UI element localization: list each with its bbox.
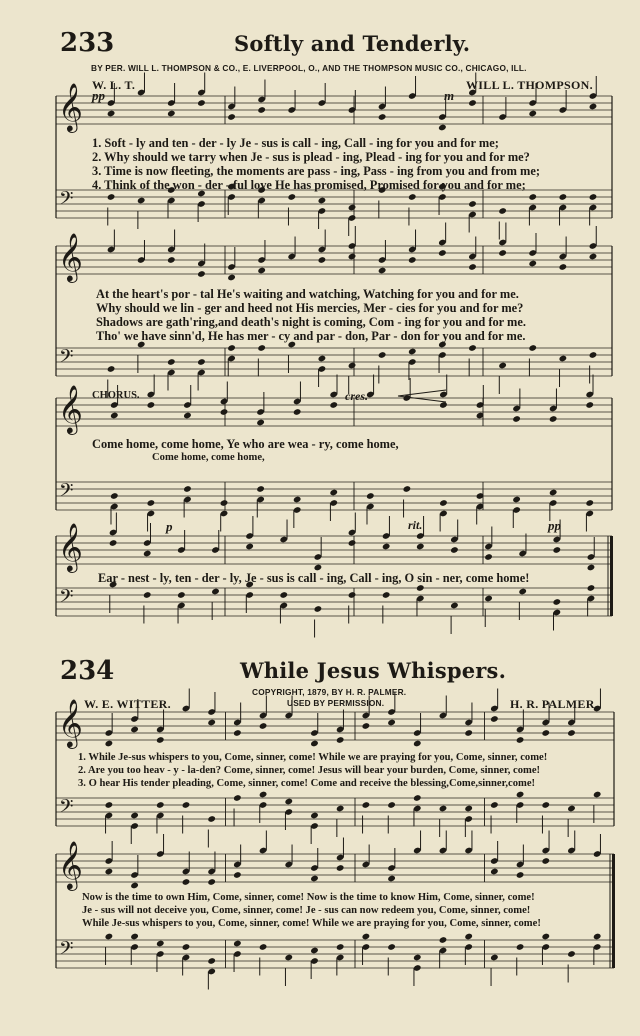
note-head (318, 256, 327, 264)
note-head (105, 740, 114, 748)
note-head (329, 489, 338, 497)
note-head (348, 539, 357, 547)
note-head (167, 256, 176, 264)
note-head (559, 355, 568, 363)
note-head (567, 729, 576, 737)
note-head (233, 729, 242, 737)
note-head (105, 801, 114, 809)
hymn-title-234: While Jesus Whispers. (240, 658, 507, 683)
note-head (382, 591, 391, 599)
note-head (310, 875, 319, 883)
note-head (464, 933, 473, 941)
note-head (541, 729, 550, 737)
note-head (552, 598, 561, 606)
note-head (362, 801, 371, 809)
final-bar-thick (612, 854, 615, 968)
note-head (559, 193, 568, 201)
note-head (130, 812, 139, 820)
hymn-233-verse-4-line-a: 4. Think of the won - der - ful love He has promised, Promised for you and for me; (92, 178, 526, 192)
bass-clef-icon: 𝄢 (59, 796, 74, 823)
note-head (183, 412, 192, 420)
treble-clef-icon: 𝄞 (58, 522, 83, 572)
bass-clef-icon: 𝄢 (59, 188, 74, 215)
note-head (567, 950, 576, 958)
note-head (348, 204, 357, 212)
treble-clef-icon: 𝄞 (58, 232, 83, 282)
note-head (220, 499, 229, 507)
note-head (468, 263, 477, 271)
note-head (518, 588, 527, 596)
note-head (439, 805, 448, 813)
note-head (450, 546, 459, 554)
hymn-234-verse-3-line-a: 3. O hear His tender pleading, Come, sinner, come! Come and receive the blessing,Come,sinner,come! (78, 778, 536, 789)
note-head (512, 496, 521, 504)
note-head (408, 256, 417, 264)
note-head (416, 584, 425, 592)
note-head (585, 499, 594, 507)
note-head (310, 812, 319, 820)
note-head (348, 591, 357, 599)
dynamic-cres: cres. (345, 389, 368, 403)
note-head (107, 365, 116, 373)
chorus-line-2: Ear - nest - ly, ten - der - ly, Je - sus is call - ing, Call - ing, O sin - ner, come home! (98, 571, 530, 585)
note-head (498, 249, 507, 257)
hymn-233-lyricist: W. L. T. (92, 78, 136, 92)
note-head (110, 492, 119, 500)
chorus-line-1: Come home, come home, Ye who are wea - ry, come home, (92, 437, 399, 451)
note-head (490, 715, 499, 723)
note-head (227, 113, 236, 121)
note-head (403, 485, 412, 493)
treble-clef-icon: 𝄞 (58, 698, 83, 748)
note-head (484, 553, 493, 561)
note-head (541, 933, 550, 941)
note-head (257, 106, 266, 114)
note-head (259, 791, 268, 799)
note-head (549, 489, 558, 497)
note-head (387, 943, 396, 951)
hymn-234-verse-1-line-a: 1. While Je-sus whispers to you, Come, sinner, come! While we are praying for you, Come, sinner, come! (78, 752, 548, 763)
note-head (387, 875, 396, 883)
hymn-233-copyright: BY PER. WILL L. THOMPSON & CO., E. LIVERPOOL, O., AND THE THOMPSON MUSIC CO., CHICAGO, ILL. (91, 63, 527, 73)
treble-clef-icon: 𝄞 (58, 384, 83, 434)
note-head (490, 801, 499, 809)
note-head (498, 207, 507, 215)
note-head (528, 110, 537, 118)
note-head (284, 798, 293, 806)
dynamic-rit: rit. (408, 518, 423, 532)
chorus-label: CHORUS. (92, 390, 140, 401)
note-head (528, 344, 537, 352)
treble-clef-icon: 𝄞 (58, 840, 83, 890)
note-head (287, 193, 296, 201)
note-head (211, 588, 220, 596)
hymn-233-verse-3-line-a: 3. Time is now fleeting, the moments are pass - ing, Pass - ing from you and from me; (92, 164, 541, 178)
note-head (183, 485, 192, 493)
note-head (589, 193, 598, 201)
note-head (348, 362, 357, 370)
note-head (589, 103, 598, 111)
note-head (182, 878, 191, 886)
note-head (227, 344, 236, 352)
note-head (589, 253, 598, 261)
note-head (567, 805, 576, 813)
note-head (207, 815, 216, 823)
note-head (318, 197, 327, 205)
note-head (378, 267, 387, 275)
note-head (182, 801, 191, 809)
bass-clef-icon: 𝄢 (59, 346, 74, 373)
note-head (541, 857, 550, 865)
note-head (516, 871, 525, 879)
note-head (310, 740, 319, 748)
note-head (329, 401, 338, 409)
note-head (197, 270, 206, 278)
note-head (464, 729, 473, 737)
note-head (137, 197, 146, 205)
note-head (516, 736, 525, 744)
hymn-title-233: Softly and Tenderly. (234, 31, 471, 56)
note-head (484, 595, 493, 603)
note-head (589, 351, 598, 359)
note-head (107, 193, 116, 201)
hymn-233-verse-1-line-a: 1. Soft - ly and ten - der - ly Je - sus is call - ing, Call - ing for you and for me; (92, 136, 499, 150)
note-head (512, 415, 521, 423)
note-head (413, 794, 422, 802)
note-head (408, 193, 417, 201)
hymn-234-verse-2-line-a: 2. Are you too heav - y - la-den? Come, sinner, come! Jesus will bear your burden, Come, sinner, come! (78, 765, 541, 776)
note-head (233, 871, 242, 879)
note-head (498, 362, 507, 370)
note-head (284, 954, 293, 962)
note-head (541, 801, 550, 809)
treble-clef-icon: 𝄞 (58, 82, 83, 132)
note-head (259, 722, 268, 730)
note-head (279, 591, 288, 599)
note-head (233, 940, 242, 948)
note-head (220, 408, 229, 416)
note-head (156, 940, 165, 948)
note-head (105, 933, 114, 941)
final-bar-thick (610, 536, 613, 616)
note-head (516, 943, 525, 951)
note-head (468, 344, 477, 352)
note-head (387, 801, 396, 809)
note-head (408, 348, 417, 356)
note-head (130, 882, 139, 890)
note-head (197, 99, 206, 107)
note-head (552, 546, 561, 554)
note-head (197, 358, 206, 366)
note-head (259, 943, 268, 951)
note-head (439, 401, 448, 409)
note-head (387, 719, 396, 727)
note-head (293, 496, 302, 504)
note-head (156, 736, 165, 744)
hymn-233-verse-1-line-b: At the heart's por - tal He's waiting and watching, Watching for you and for me. (96, 287, 519, 301)
note-head (293, 408, 302, 416)
note-head (167, 110, 176, 118)
note-head (207, 957, 216, 965)
note-head (439, 499, 448, 507)
note-head (416, 543, 425, 551)
note-head (167, 358, 176, 366)
dynamic-pp-end: pp (548, 518, 561, 533)
bass-clef-icon: 𝄢 (59, 480, 74, 507)
note-head (348, 253, 357, 261)
note-head (318, 355, 327, 363)
note-head (336, 864, 345, 872)
note-head (516, 791, 525, 799)
note-head (468, 99, 477, 107)
hymn-number-233: 233 (60, 28, 115, 58)
note-head (587, 584, 596, 592)
note-head (109, 539, 118, 547)
note-head (439, 936, 448, 944)
hymn-234-lyricist: W. E. WITTER. (84, 697, 171, 711)
note-head (314, 605, 323, 613)
dynamic-p: p (166, 519, 173, 534)
note-head (245, 543, 254, 551)
note-head (147, 499, 156, 507)
note-head (143, 550, 152, 558)
chorus-echo: Come home, come home, (152, 452, 265, 463)
hymn-233-verse-2-line-a: 2. Why should we tarry when Je - sus is plead - ing, Plead - ing for you and for me? (92, 150, 530, 164)
hymn-234-verse-2-line-b: Je - sus will not deceive you, Come, sinner, come! Je - sus can now redeem you, Come, sinner, come! (82, 905, 531, 916)
note-head (468, 200, 477, 208)
note-head (227, 274, 236, 282)
dynamic-m: m (444, 88, 455, 103)
note-head (528, 260, 537, 268)
note-head (362, 933, 371, 941)
note-head (233, 794, 242, 802)
hymn-233-verse-4-line-b: Tho' we have sinn'd, He has mer - cy and par - don, Par - don for you and for me. (96, 329, 526, 343)
note-head (336, 805, 345, 813)
bass-clef-icon: 𝄢 (59, 586, 74, 613)
hymn-234-verse-3-line-b: While Je-sus whispers to you, Come, sinner, come! While we are praying for you, Come, sinner, come! (82, 918, 541, 929)
note-head (336, 736, 345, 744)
note-head (256, 419, 265, 427)
hymn-234-verse-1-line-b: Now is the time to own Him, Come, sinner, come! Now is the time to know Him, Come, sinner, come! (82, 892, 535, 903)
note-head (549, 415, 558, 423)
note-head (413, 740, 422, 748)
note-head (366, 492, 375, 500)
note-head (378, 351, 387, 359)
note-head (490, 868, 499, 876)
note-head (257, 344, 266, 352)
note-head (156, 801, 165, 809)
hymn-234-composer: H. R. PALMER. (510, 697, 599, 711)
hymn-234-copyright: COPYRIGHT, 1879, BY H. R. PALMER. (252, 687, 407, 697)
note-head (464, 805, 473, 813)
note-head (110, 412, 119, 420)
note-head (559, 263, 568, 271)
note-head (336, 943, 345, 951)
note-head (593, 791, 602, 799)
note-head (207, 878, 216, 886)
note-head (528, 193, 537, 201)
hymn-233-composer: WILL L. THOMPSON. (466, 78, 593, 92)
note-head (450, 602, 459, 610)
note-head (310, 947, 319, 955)
note-head (130, 726, 139, 734)
hymn-234-permission: USED BY PERMISSION. (287, 698, 385, 708)
note-head (207, 719, 216, 727)
dynamic-pp-start: pp (92, 88, 105, 103)
bass-clef-icon: 𝄢 (59, 938, 74, 965)
note-head (362, 722, 371, 730)
note-head (107, 110, 116, 118)
note-head (438, 249, 447, 257)
note-head (182, 943, 191, 951)
hymn-233-verse-3-line-b: Shadows are gath'ring,and death's night is coming, Com - ing for you and for me. (96, 315, 526, 329)
note-head (585, 401, 594, 409)
hymn-number-234: 234 (60, 656, 115, 686)
note-head (130, 933, 139, 941)
note-head (438, 124, 447, 132)
note-head (143, 591, 152, 599)
note-head (593, 933, 602, 941)
note-head (105, 868, 114, 876)
note-head (177, 591, 186, 599)
note-head (147, 401, 156, 409)
note-head (413, 954, 422, 962)
hymn-233-verse-2-line-b: Why should we lin - ger and heed not His mercies, Mer - cies for you and for me? (96, 301, 524, 315)
note-head (587, 564, 596, 572)
note-head (382, 543, 391, 551)
note-head (378, 113, 387, 121)
note-head (256, 485, 265, 493)
note-head (257, 267, 266, 275)
note-head (490, 954, 499, 962)
